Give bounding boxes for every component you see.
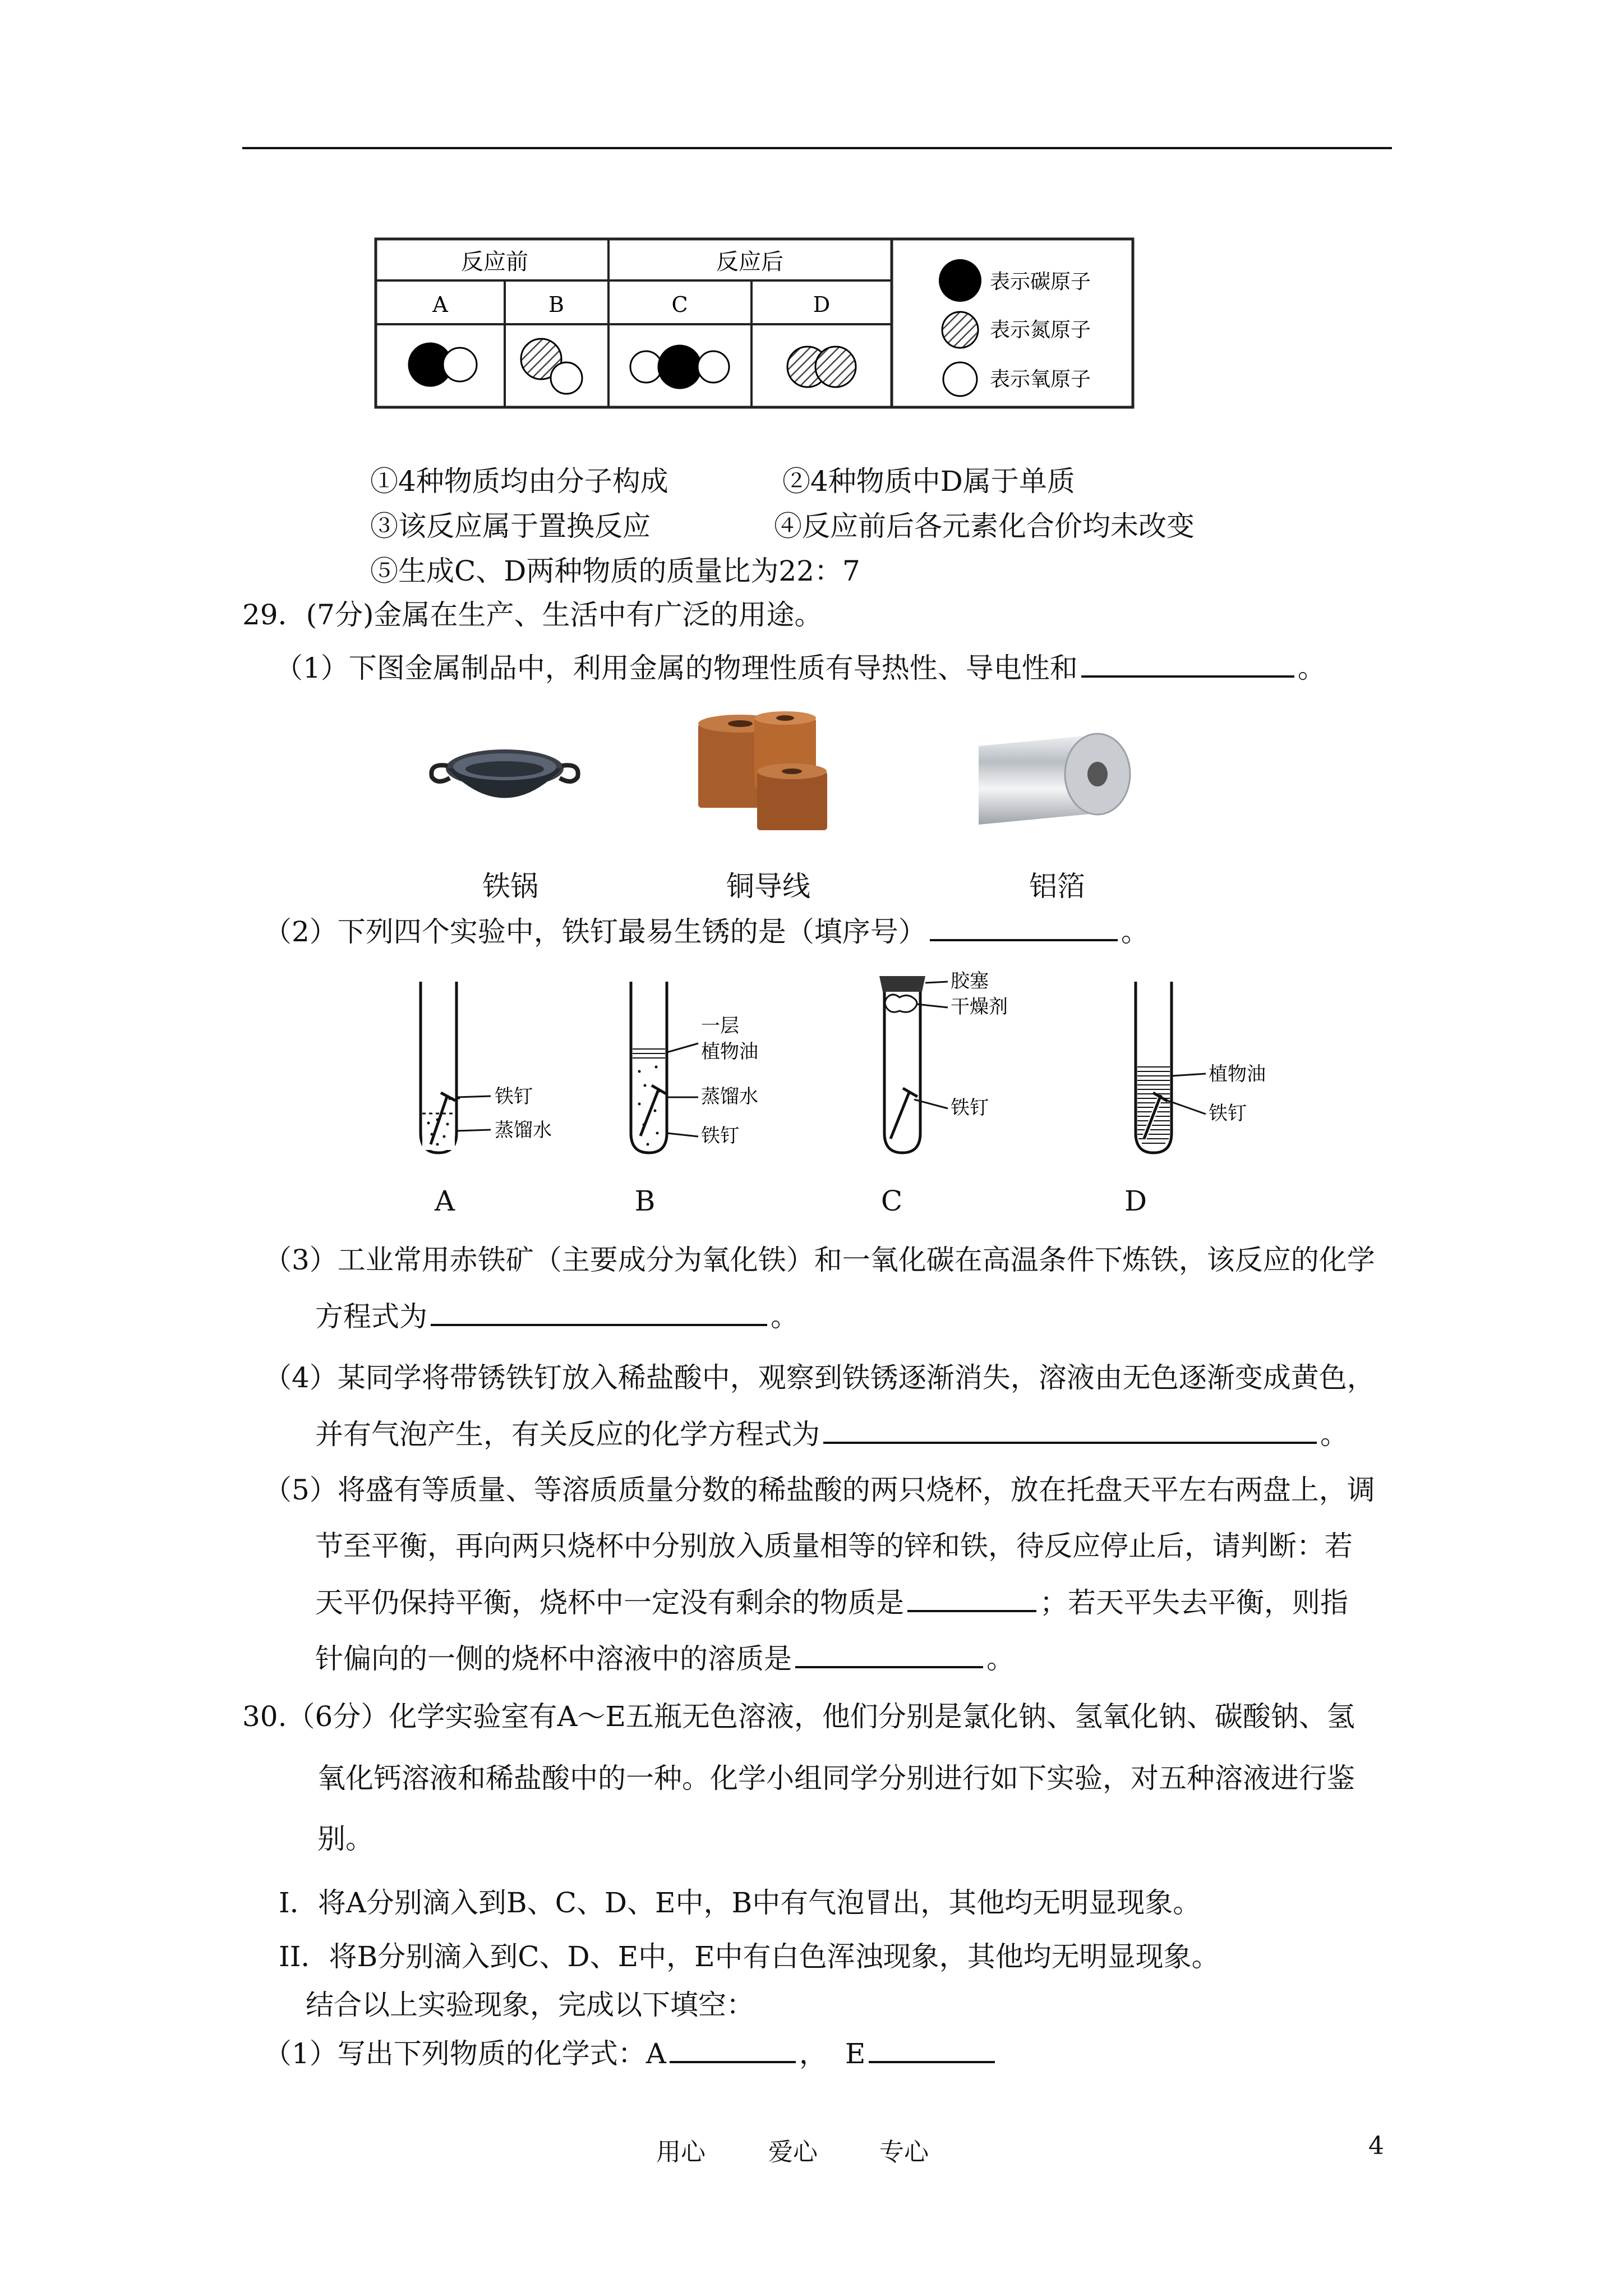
tube-d bbox=[1136, 982, 1172, 1153]
tube-b-water-label: 蒸馏水 bbox=[701, 1085, 758, 1108]
legend-nitrogen: 表示氮原子 bbox=[990, 319, 1091, 342]
legend-oxygen: 表示氧原子 bbox=[990, 368, 1091, 391]
q29-part3-line1: （3）工业常用赤铁矿（主要成分为氧化铁）和一氧化碳在高温条件下炼铁，该反应的化学 bbox=[264, 1244, 1375, 1276]
q29-part3-text: 方程式为 bbox=[315, 1300, 427, 1333]
q29-part5-line2: 节至平衡，再向两只烧杯中分别放入质量相等的锌和铁，待反应停止后，请判断：若 bbox=[315, 1530, 1353, 1562]
tube-d-nail-label: 铁钉 bbox=[1209, 1102, 1247, 1125]
tube-label-c: C bbox=[880, 1185, 903, 1217]
tube-a-water-label: 蒸馏水 bbox=[495, 1119, 552, 1142]
q30-part1 bbox=[264, 2036, 998, 2070]
statement-3: ③该反应属于置换反应 bbox=[370, 510, 651, 542]
tube-a-nail-label: 铁钉 bbox=[495, 1085, 533, 1108]
q29-part5-blank-1[interactable] bbox=[907, 1585, 1036, 1612]
tube-c bbox=[879, 976, 925, 1153]
product-label-copper: 铜导线 bbox=[726, 870, 810, 903]
footer-word-2: 爱心 bbox=[768, 2138, 818, 2166]
col-label-a: A bbox=[432, 292, 448, 317]
q30-part1-e: E bbox=[845, 2037, 866, 2070]
page-number: 4 bbox=[1368, 2132, 1384, 2160]
q30-part1-sep: ， bbox=[799, 2037, 827, 2070]
tube-b-nail-label: 铁钉 bbox=[701, 1125, 739, 1147]
q30-blank-e[interactable] bbox=[869, 2036, 995, 2063]
col-label-c: C bbox=[671, 292, 688, 317]
statement-2: ②4种物质中D属于单质 bbox=[782, 465, 1075, 498]
tube-d-oil-label: 植物油 bbox=[1209, 1063, 1266, 1085]
q29-part5-blank-2[interactable] bbox=[795, 1641, 983, 1668]
q30-line3: 别。 bbox=[317, 1823, 374, 1855]
statement-4: ④反应前后各元素化合价均未改变 bbox=[774, 510, 1195, 542]
q29-part4-blank[interactable] bbox=[823, 1417, 1317, 1444]
tube-label-d: D bbox=[1124, 1185, 1147, 1217]
q29-part2 bbox=[264, 914, 1149, 949]
q29-part1-end: 。 bbox=[1297, 652, 1326, 684]
q29-part5-line3 bbox=[315, 1585, 1348, 1619]
molecule-b bbox=[521, 339, 582, 394]
tube-a bbox=[421, 982, 460, 1153]
q29-part2-text: （2）下列四个实验中，铁钉最易生锈的是（填序号） bbox=[264, 915, 926, 948]
legend-carbon: 表示碳原子 bbox=[990, 270, 1091, 293]
reaction-diagram bbox=[370, 234, 1144, 414]
molecule-c bbox=[630, 346, 729, 388]
tube-label-b: B bbox=[634, 1185, 656, 1217]
q30-step2: II．将B分别滴入到C、D、E中，E中有白色浑浊现象，其他均无明显现象。 bbox=[279, 1940, 1220, 1973]
q29-part5-line1: （5）将盛有等质量、等溶质质量分数的稀盐酸的两只烧杯，放在托盘天平左右两盘上，调 bbox=[264, 1474, 1375, 1506]
q30-blank-a[interactable] bbox=[670, 2036, 796, 2063]
molecule-d bbox=[787, 347, 856, 387]
q29-part4-text: 并有气泡产生，有关反应的化学方程式为 bbox=[315, 1418, 820, 1451]
footer-word-3: 专心 bbox=[879, 2138, 929, 2166]
q30-line1: 30.（6分）化学实验室有A～E五瓶无色溶液，他们分别是氯化钠、氢氧化钠、碳酸钠、氢 bbox=[242, 1700, 1355, 1733]
col-label-b: B bbox=[548, 292, 564, 317]
q29-part1-blank[interactable] bbox=[1081, 651, 1294, 678]
product-label-foil: 铝箔 bbox=[1029, 870, 1085, 903]
before-header: 反应前 bbox=[461, 249, 528, 275]
q29-part3-line2 bbox=[315, 1299, 799, 1333]
tube-c-stopper-label: 胶塞 bbox=[951, 970, 989, 992]
header-rule bbox=[242, 147, 1392, 149]
product-label-wok: 铁锅 bbox=[482, 870, 538, 903]
q30-step1: I．将A分别滴入到B、C、D、E中，B中有气泡冒出，其他均无明显现象。 bbox=[279, 1887, 1201, 1919]
q29-part4-line2 bbox=[315, 1417, 1348, 1451]
test-tubes-diagram bbox=[409, 970, 1307, 1156]
q29-part3-end: 。 bbox=[771, 1300, 799, 1333]
q29-part5-end: 。 bbox=[986, 1642, 1015, 1675]
q29-part2-end: 。 bbox=[1121, 915, 1149, 948]
carbon-atom-icon bbox=[939, 259, 981, 302]
q30-part1-text: （1）写出下列物质的化学式：A bbox=[264, 2037, 666, 2070]
q29-part5-text-a: 天平仍保持平衡，烧杯中一定没有剩余的物质是 bbox=[315, 1586, 904, 1619]
copper-wire-image bbox=[687, 710, 838, 836]
statement-5: ⑤生成C、D两种物质的质量比为22：7 bbox=[370, 555, 860, 587]
tube-c-nail-label: 铁钉 bbox=[951, 1097, 989, 1119]
q29-part4-line1: （4）某同学将带锈铁钉放入稀盐酸中，观察到铁锈逐渐消失，溶液由无色逐渐变成黄色， bbox=[264, 1361, 1375, 1394]
molecule-a bbox=[409, 343, 477, 386]
tube-b-oil-label: 植物油 bbox=[701, 1041, 758, 1063]
q29-part5-line4 bbox=[315, 1641, 1015, 1676]
q29-part5-text-b: ；若天平失去平衡，则指 bbox=[1040, 1586, 1348, 1619]
q29-part4-end: 。 bbox=[1320, 1418, 1348, 1451]
q29-part1-text: （1）下图金属制品中，利用金属的物理性质有导热性、导电性和 bbox=[275, 652, 1078, 684]
q29-part5-text-c: 针偏向的一侧的烧杯中溶液中的溶质是 bbox=[315, 1642, 792, 1675]
footer-word-1: 用心 bbox=[656, 2138, 706, 2166]
q30-line2: 氧化钙溶液和稀盐酸中的一种。化学小组同学分别进行如下实验，对五种溶液进行鉴 bbox=[317, 1762, 1355, 1795]
oxygen-atom-icon bbox=[943, 362, 977, 396]
nitrogen-atom-icon bbox=[942, 312, 978, 348]
q29-title: 29．(7分)金属在生产、生活中有广泛的用途。 bbox=[242, 599, 823, 631]
aluminum-foil-image bbox=[967, 712, 1141, 833]
tube-c-desiccant-label: 干燥剂 bbox=[951, 996, 1008, 1018]
tube-b bbox=[631, 982, 667, 1153]
iron-wok-image bbox=[421, 715, 583, 827]
statement-1: ①4种物质均由分子构成 bbox=[370, 465, 668, 498]
tube-label-a: A bbox=[434, 1185, 455, 1217]
tube-b-layer-label: 一层 bbox=[701, 1015, 739, 1037]
after-header: 反应后 bbox=[716, 249, 783, 275]
col-label-d: D bbox=[813, 292, 831, 317]
q29-part3-blank[interactable] bbox=[431, 1299, 767, 1326]
q29-part1 bbox=[275, 651, 1326, 685]
q30-intro: 结合以上实验现象，完成以下填空： bbox=[306, 1989, 754, 2021]
q29-part2-blank[interactable] bbox=[930, 914, 1118, 941]
